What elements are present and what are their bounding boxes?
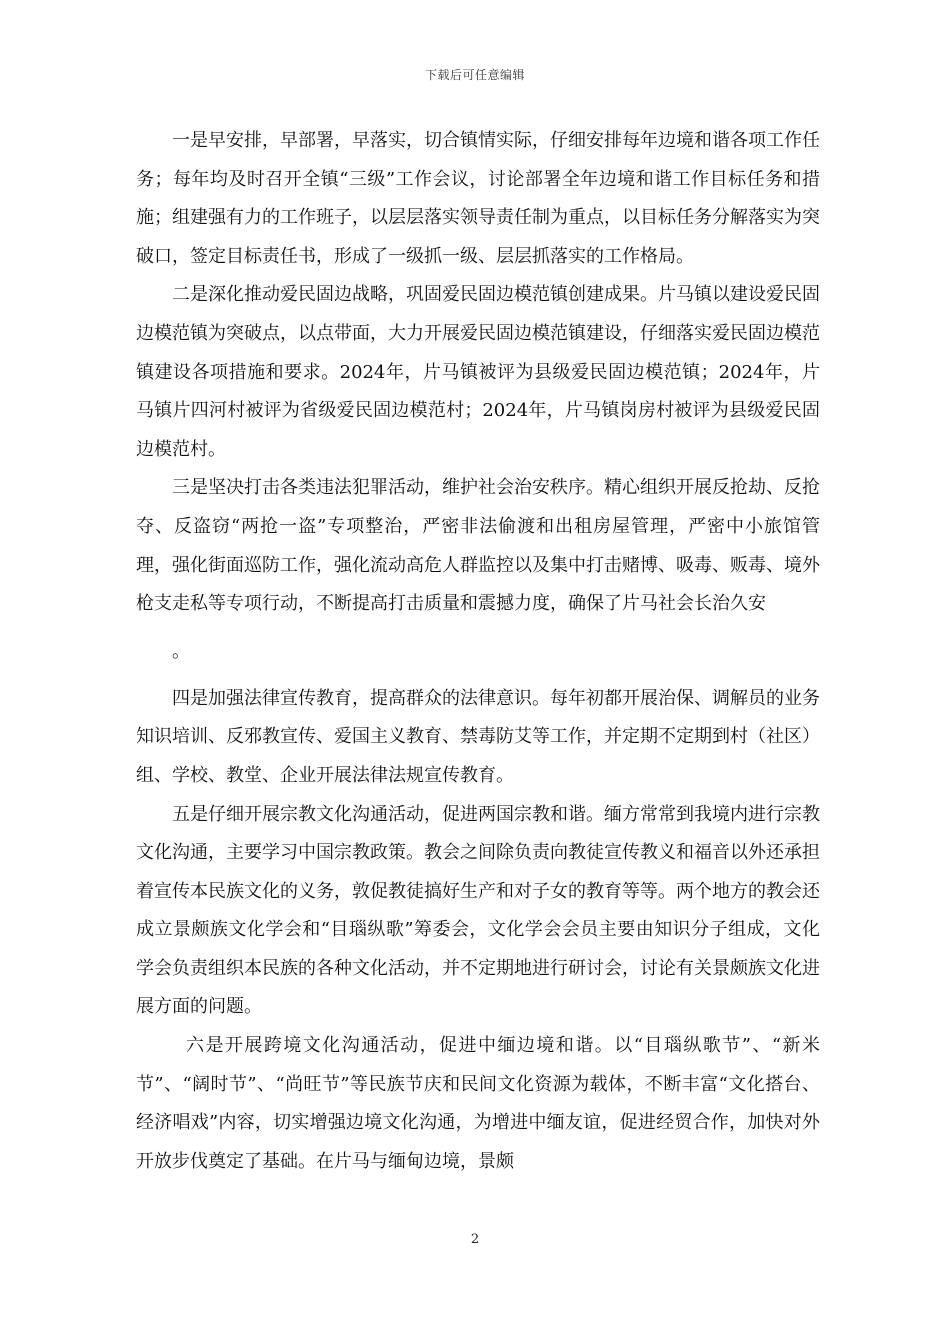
- paragraph-5: 五是仔细开展宗教文化沟通活动，促进两国宗教和谐。缅方常常到我境内进行宗教文化沟通，主要学习中国宗教政策。教会之间除负责向教徒宣传教义和福音以外还承担着宣传本民族文化的义务，敦促教徒搞好生产和对子女的教育等等。两个地方的教会还成立景颇族文化学会和“目瑙纵歌”筹委会，文化学会会员主要由知识分子组成，文化学会负责组织本民族的各种文化活动，并不定期地进行研讨会，讨论有关景颇族文化进展方面的问题。: [136, 803, 820, 1018]
- page-number: 2: [470, 1232, 480, 1247]
- paragraph-1: 一是早安排，早部署，早落实，切合镇情实际，仔细安排每年边境和谐各项工作任务；每年均及时召开全镇“三级”工作会议，讨论部署全年边境和谐工作目标任务和措施；组建强有力的工作班子，以层层落实领导责任制为重点，以目标任务分解落实为突破口，签定目标责任书，形成了一级抓一级、层层抓落实的工作格局。: [136, 130, 820, 267]
- paragraph-6: 六是开展跨境文化沟通活动，促进中缅边境和谐。以“目瑙纵歌节”、“新米节”、“阔时节”、“尚旺节”等民族节庆和民间文化资源为载体，不断丰富“文化搭台、经济唱戏”内容，切实增强边境文化沟通，为增进中缅友谊，促进经贸合作，加快对外开放步伐奠定了基础。在片马与缅甸边境，景颇: [136, 1035, 820, 1172]
- paragraph-2: 二是深化推动爱民固边战略，巩固爱民固边模范镇创建成果。片马镇以建设爱民固边模范镇为突破点，以点带面，大力开展爱民固边模范镇建设，仔细落实爱民固边模范镇建设各项措施和要求。2024年，片马镇被评为县级爱民固边模范镇；2024年，片马镇片四河村被评为省级爱民固边模范村；2024年，片马镇岗房村被评为县级爱民固边模范村。: [136, 284, 820, 460]
- page-header: 下载后可任意编辑: [424, 68, 525, 82]
- paragraph-3-period: 。: [172, 640, 190, 662]
- document-body: [136, 122, 820, 1181]
- paragraph-3: 三是坚决打击各类违法犯罪活动，维护社会治安秩序。精心组织开展反抢劫、反抢夺、反盗窃“两抢一盗”专项整治，严密非法偷渡和出租房屋管理，严密中小旅馆管理，强化街面巡防工作，强化流动高危人群监控以及集中打击赌博、吸毒、贩毒、境外枪支走私等专项行动，不断提高打击质量和震撼力度，确保了片马社会长治久安: [136, 477, 820, 615]
- paragraph-4: 四是加强法律宣传教育，提高群众的法律意识。每年初都开展治保、调解员的业务知识培训、反邪教宣传、爱国主义教育、禁毒防艾等工作，并定期不定期到村（社区）组、学校、教堂、企业开展法律法规宣传教育。: [136, 687, 820, 786]
